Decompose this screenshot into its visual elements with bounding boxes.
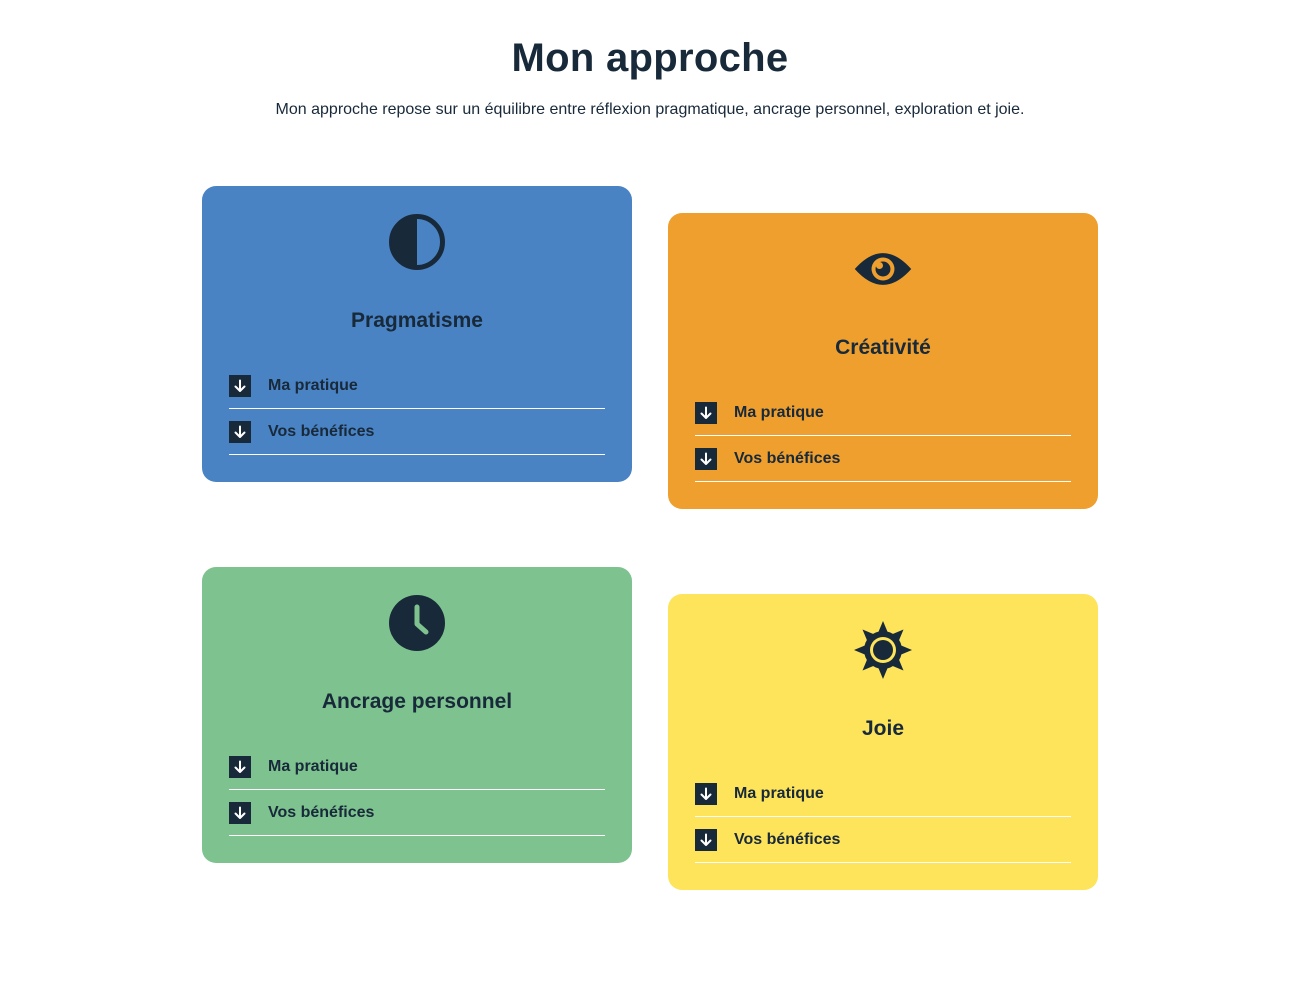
accordion-ma-pratique[interactable] — [229, 363, 605, 409]
arrow-down-icon — [695, 829, 717, 851]
accordion-label: Vos bénéfices — [734, 449, 841, 467]
half-circle-icon — [387, 212, 447, 272]
accordion-ma-pratique[interactable] — [695, 390, 1071, 436]
arrow-down-icon — [229, 756, 251, 778]
sun-icon — [853, 620, 913, 680]
arrow-down-icon — [229, 421, 251, 443]
page-title: Mon approche — [511, 36, 789, 80]
page-intro: Mon approche repose sur un équilibre entre réflexion pragmatique, ancrage personnel, exploration et joie. — [275, 101, 1025, 118]
arrow-down-icon — [695, 783, 717, 805]
card-title: Pragmatisme — [351, 309, 483, 332]
accordion-vos-benefices[interactable] — [695, 436, 1071, 482]
accordion-ma-pratique[interactable] — [229, 744, 605, 790]
accordion-ma-pratique[interactable] — [695, 771, 1071, 817]
card-pragmatisme — [202, 186, 632, 482]
accordion-label: Vos bénéfices — [268, 803, 375, 821]
clock-icon — [387, 593, 447, 653]
card-title: Créativité — [835, 336, 931, 359]
accordion-label: Ma pratique — [268, 376, 358, 394]
accordion-label: Vos bénéfices — [734, 830, 841, 848]
accordion-label: Ma pratique — [734, 403, 824, 421]
accordion-vos-benefices[interactable] — [229, 409, 605, 455]
accordion-label: Ma pratique — [268, 757, 358, 775]
accordion-label: Ma pratique — [734, 784, 824, 802]
card-joie — [668, 594, 1098, 890]
accordion-vos-benefices[interactable] — [695, 817, 1071, 863]
eye-icon — [853, 239, 913, 299]
card-ancrage-personnel — [202, 567, 632, 863]
card-title: Ancrage personnel — [321, 690, 513, 713]
accordion-label: Vos bénéfices — [268, 422, 375, 440]
accordion-vos-benefices[interactable] — [229, 790, 605, 836]
card-title: Joie — [861, 717, 905, 740]
arrow-down-icon — [229, 375, 251, 397]
arrow-down-icon — [695, 402, 717, 424]
card-creativite — [668, 213, 1098, 509]
arrow-down-icon — [695, 448, 717, 470]
arrow-down-icon — [229, 802, 251, 824]
